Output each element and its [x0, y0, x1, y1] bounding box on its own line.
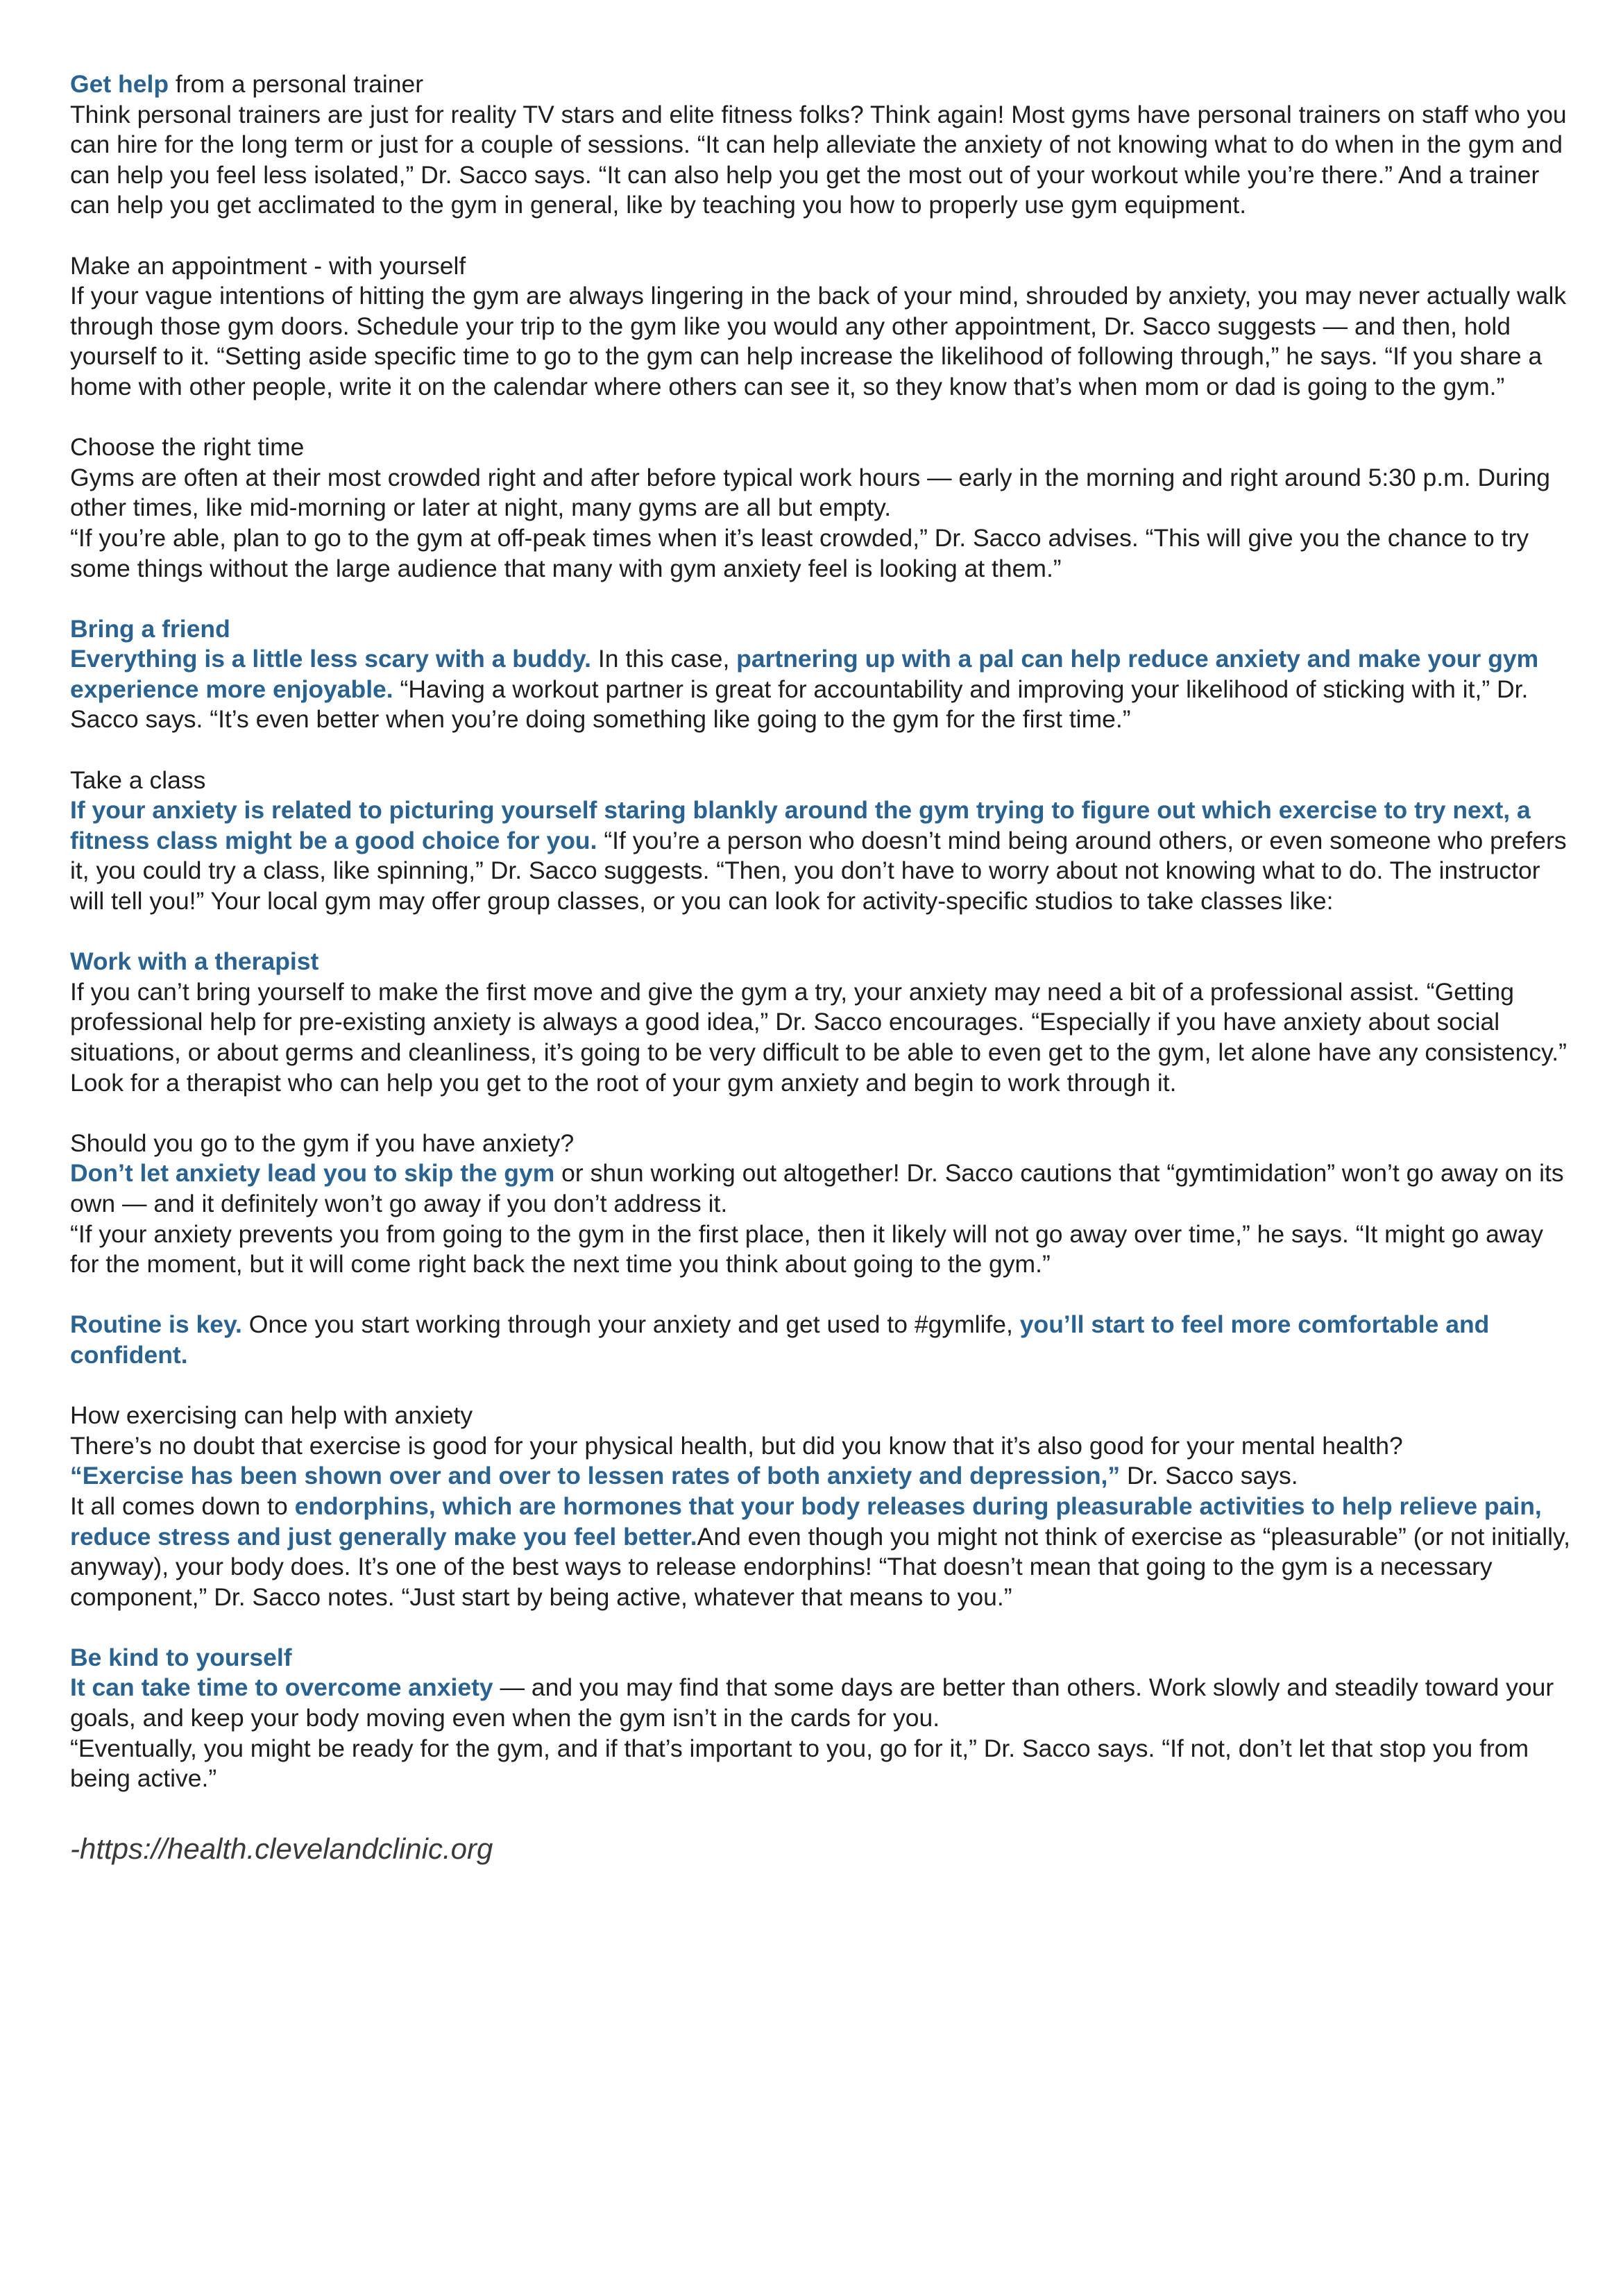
body-text: Dr. Sacco says.	[1120, 1462, 1298, 1490]
body-text: There’s no doubt that exercise is good for your physical health, but did you know that it’s also good for your mental health?	[70, 1431, 1403, 1460]
heading-text: Should you go to the gym if you have anxiety?	[70, 1129, 575, 1157]
section-heading	[70, 69, 1572, 100]
body-text: — and you may find that some days are better than others. Work slowly and steadily toward your goals, and keep your body moving even when the gym isn’t in the cards for you.	[70, 1673, 1554, 1732]
highlighted-text: you’ll start to feel more comfortable and confident.	[70, 1310, 1490, 1369]
highlighted-text: If your anxiety is related to picturing yourself staring blankly around the gym trying to figure out which exercise to try next, a fitness class might be a good choice for you.	[70, 796, 1531, 854]
body-paragraph	[70, 795, 1572, 916]
article-section	[70, 1401, 1572, 1612]
section-heading	[70, 614, 1572, 645]
body-paragraph	[70, 644, 1572, 735]
body-text: or shun working out altogether! Dr. Sacco cautions that “gymtimidation” won’t go away on its own — and it definitely won’t go away if you don’t address it.	[70, 1159, 1564, 1217]
body-paragraph	[70, 1219, 1572, 1280]
body-text: It all comes down to	[70, 1492, 295, 1520]
body-paragraph	[70, 1431, 1572, 1462]
body-text: Once you start working through your anxiety and get used to #gymlife,	[241, 1310, 1020, 1339]
article-section	[70, 69, 1572, 221]
body-paragraph	[70, 977, 1572, 1098]
heading-highlight: Get help	[70, 70, 169, 98]
body-text: “Having a workout partner is great for accountability and improving your likelihood of sticking with it,” Dr. Sacco says. “It’s even better when you’re doing something like going to the gym for the first time.”	[70, 675, 1529, 734]
highlighted-text: Don’t let anxiety lead you to skip the gym	[70, 1159, 555, 1188]
heading-text: Make an appointment - with yourself	[70, 251, 466, 280]
section-heading	[70, 1129, 1572, 1159]
article-section	[70, 251, 1572, 403]
body-text: “Eventually, you might be ready for the gym, and if that’s important to you, go for it,” Dr. Sacco says. “If not, don’t let that stop you from being active.”	[70, 1734, 1529, 1793]
body-paragraph	[70, 1673, 1572, 1733]
source-citation: -https://health.clevelandclinic.org	[70, 1832, 493, 1865]
heading-highlight: Work with a therapist	[70, 947, 319, 976]
body-paragraph	[70, 1492, 1572, 1612]
body-paragraph	[70, 523, 1572, 584]
article-section	[70, 1129, 1572, 1280]
heading-highlight: Be kind to yourself	[70, 1643, 292, 1671]
section-heading	[70, 766, 1572, 796]
section-heading	[70, 1401, 1572, 1431]
body-text: Gyms are often at their most crowded right and after before typical work hours — early in the morning and right around 5:30 p.m. During other times, like mid-morning or later at night, many gyms are all but empty.	[70, 463, 1551, 522]
body-paragraph	[70, 1310, 1572, 1370]
body-text: If you can’t bring yourself to make the first move and give the gym a try, your anxiety may need a bit of a professional assist. “Getting professional help for pre-existing anxiety is always a good idea,” Dr. Sacco encourages. “Especially if you have anxiety about social situations, or about germs and cleanliness, it’s going to be very difficult to be able to even get to the gym, let alone have any consistency.” Look for a therapist who can help you get to the root of your gym anxiety and begin to work through it.	[70, 977, 1567, 1097]
article-section	[70, 614, 1572, 735]
article-section	[70, 1310, 1572, 1370]
article-sections	[70, 69, 1572, 1794]
highlighted-text: It can take time to overcome anxiety	[70, 1673, 493, 1702]
heading-text: Choose the right time	[70, 433, 305, 462]
section-heading	[70, 432, 1572, 463]
heading-text: from a personal trainer	[169, 70, 424, 98]
body-paragraph	[70, 281, 1572, 402]
highlighted-text: “Exercise has been shown over and over to lessen rates of both anxiety and depression,”	[70, 1462, 1121, 1490]
body-text: If your vague intentions of hitting the gym are always lingering in the back of your mind, shrouded by anxiety, you may never actually walk through those gym doors. Schedule your trip to the gym like you would any other appointment, Dr. Sacco suggests — and then, hold yourself to it. “Setting aside specific time to go to the gym can help increase the likelihood of following through,” he says. “If you share a home with other people, write it on the calendar where others can see it, so they know that’s when mom or dad is going to the gym.”	[70, 282, 1567, 400]
article-section	[70, 432, 1572, 584]
body-paragraph	[70, 1734, 1572, 1794]
body-paragraph	[70, 100, 1572, 221]
article-section	[70, 947, 1572, 1098]
body-paragraph	[70, 1158, 1572, 1219]
article-section	[70, 1643, 1572, 1794]
heading-text: Take a class	[70, 766, 206, 794]
body-text: “If your anxiety prevents you from going to the gym in the first place, then it likely will not go away over time,” he says. “It might go away for the moment, but it will come right back the next time you think about going to the gym.”	[70, 1219, 1544, 1278]
highlighted-text: Everything is a little less scary with a buddy.	[70, 645, 592, 673]
heading-text: How exercising can help with anxiety	[70, 1401, 473, 1430]
section-heading	[70, 947, 1572, 977]
body-text: “If you’re a person who doesn’t mind being around others, or even someone who prefers it, you could try a class, like spinning,” Dr. Sacco suggests. “Then, you don’t have to worry about not knowing what to do. The instructor will tell you!” Your local gym may offer group classes, or you can look for activity-specific studios to take classes like:	[70, 826, 1567, 915]
body-text: Think personal trainers are just for reality TV stars and elite fitness folks? Think again! Most gyms have personal trainers on staff who you can hire for the long term or just for a couple of sessions. “It can help alleviate the anxiety of not knowing what to do when in the gym and can help you feel less isolated,” Dr. Sacco says. “It can also help you get the most out of your workout while you’re there.” And a trainer can help you get acclimated to the gym in general, like by teaching you how to properly use gym equipment.	[70, 100, 1567, 219]
article	[70, 69, 1572, 1866]
section-heading	[70, 1643, 1572, 1673]
section-heading	[70, 251, 1572, 282]
highlighted-text: endorphins, which are hormones that your body releases during pleasurable activities to help relieve pain, reduce stress and just generally make you feel better.	[70, 1492, 1542, 1551]
highlighted-text: Routine is key.	[70, 1310, 242, 1339]
body-paragraph	[70, 1461, 1572, 1492]
heading-highlight: Bring a friend	[70, 614, 230, 643]
article-section	[70, 766, 1572, 917]
body-text: And even though you might not think of exercise as “pleasurable” (or not initially, anyway), your body does. It’s one of the best ways to release endorphins! “That doesn’t mean that going to the gym is a necessary component,” Dr. Sacco notes. “Just start by being active, whatever that means to you.”	[70, 1522, 1570, 1611]
body-text: In this case,	[591, 645, 737, 673]
highlighted-text: partnering up with a pal can help reduce anxiety and make your gym experience more enjoyable.	[70, 645, 1539, 703]
body-text: “If you’re able, plan to go to the gym at off-peak times when it’s least crowded,” Dr. Sacco advises. “This will give you the chance to try some things without the large audience that many with gym anxiety feel is looking at them.”	[70, 523, 1529, 582]
body-paragraph	[70, 463, 1572, 523]
